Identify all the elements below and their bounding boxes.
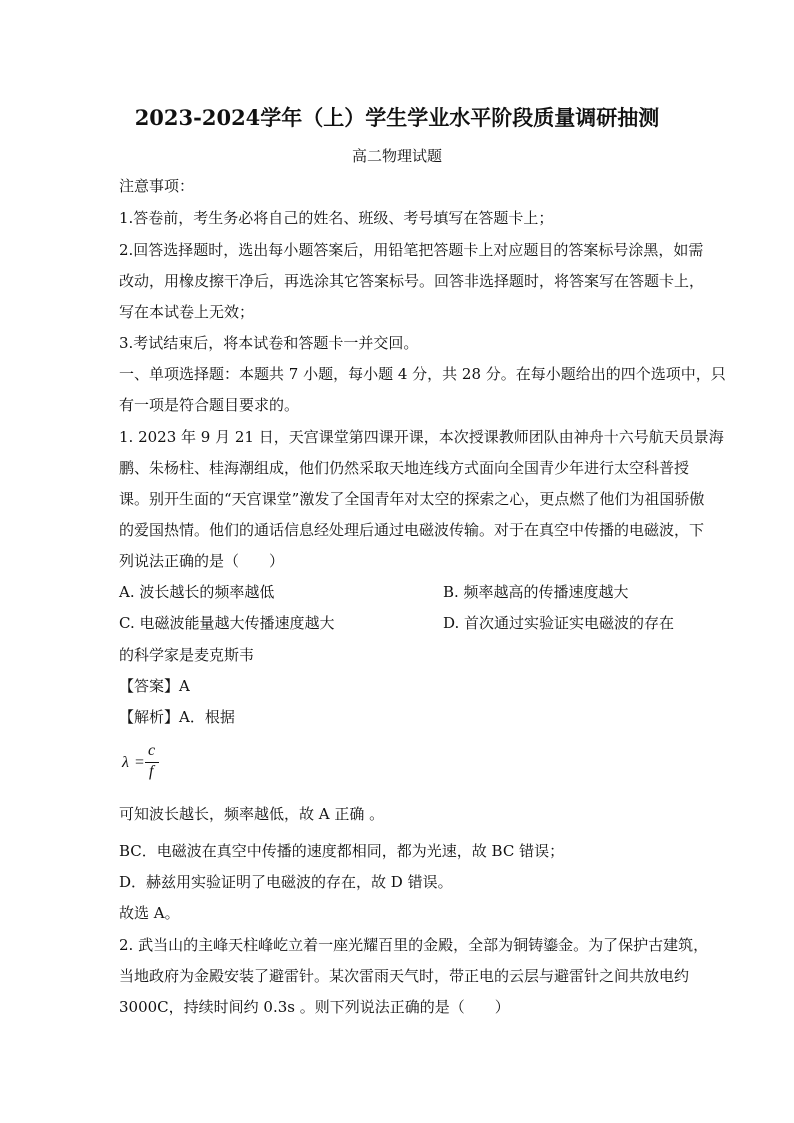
formula-numerator: c (148, 742, 156, 759)
q1-answer: 【答案】A (119, 677, 190, 695)
notice-item-2-line-2: 改动，用橡皮擦干净后，再选涂其它答案标号。回答非选择题时，将答案写在答题卡上， (119, 272, 705, 290)
q1-stem-line-5: 列说法正确的是（ ） (119, 552, 285, 570)
q1-analysis-a: 可知波长越长，频率越低，故 A 正确 。 (119, 805, 385, 823)
exam-subtitle: 高二物理试题 (351, 147, 442, 165)
formula-lambda: λ (122, 754, 129, 771)
formula-equals: = (135, 754, 145, 771)
notice-item-3: 3.考试结束后，将本试卷和答题卡一并交回。 (119, 334, 419, 352)
q1-stem-line-3: 课。别开生面的“天宫课堂”激发了全国青年对太空的探索之心，更点燃了他们为祖国骄傲 (119, 490, 705, 508)
notice-item-1: 1.答卷前，考生务必将自己的姓名、班级、考号填写在答题卡上； (119, 209, 554, 227)
q1-option-d-continued: 的科学家是麦克斯韦 (119, 646, 255, 664)
q1-stem-line-2: 鹏、朱杨柱、桂海潮组成，他们仍然采取天地连线方式面向全国青少年进行太空科普授 (119, 459, 690, 477)
q2-stem-line-3: 3000C，持续时间约 0.3s 。则下列说法正确的是（ ） (119, 998, 510, 1016)
q2-stem-line-2: 当地政府为金殿安装了避雷针。某次雷雨天气时，带正电的云层与避雷针之间共放电约 (119, 967, 690, 985)
section-1-line-2: 有一项是符合题目要求的。 (119, 396, 300, 414)
q1-option-d: D. 首次通过实验证实电磁波的存在 (443, 614, 675, 632)
q1-option-b: B. 频率越高的传播速度越大 (443, 583, 629, 601)
notice-item-2-line-3: 写在本试卷上无效； (119, 303, 255, 321)
wavelength-formula (122, 744, 182, 784)
q1-stem-line-1: 1. 2023 年 9 月 21 日，天宫课堂第四课开课，本次授课教师团队由神舟十六号航天员景海 (119, 428, 724, 446)
exam-title: 2023-2024学年（上）学生学业水平阶段质量调研抽测 (134, 105, 660, 130)
formula-denominator: f (149, 763, 154, 780)
q1-option-c: C. 电磁波能量越大传播速度越大 (119, 614, 335, 632)
notice-heading: 注意事项： (119, 177, 195, 195)
q1-analysis-bc: BC．电磁波在真空中传播的速度都相同，都为光速，故 BC 错误； (119, 842, 565, 860)
q2-stem-line-1: 2. 武当山的主峰天柱峰屹立着一座光耀百里的金殿，全部为铜铸鎏金。为了保护古建筑， (119, 936, 709, 954)
notice-item-2-line-1: 2.回答选择题时，选出每小题答案后，用铅笔把答题卡上对应题目的答案标号涂黑，如需 (119, 241, 704, 259)
q1-stem-line-4: 的爱国热情。他们的通话信息经处理后通过电磁波传输。对于在真空中传播的电磁波，下 (119, 521, 705, 539)
q1-analysis-d: D．赫兹用实验证明了电磁波的存在，故 D 错误。 (119, 873, 453, 891)
q1-analysis-intro: 【解析】A．根据 (119, 708, 235, 726)
q1-option-a: A. 波长越长的频率越低 (119, 583, 275, 601)
section-1-line-1: 一、单项选择题：本题共 7 小题，每小题 4 分，共 28 分。在每小题给出的四个选项中，只 (119, 365, 726, 383)
q1-conclusion: 故选 A。 (119, 904, 180, 922)
